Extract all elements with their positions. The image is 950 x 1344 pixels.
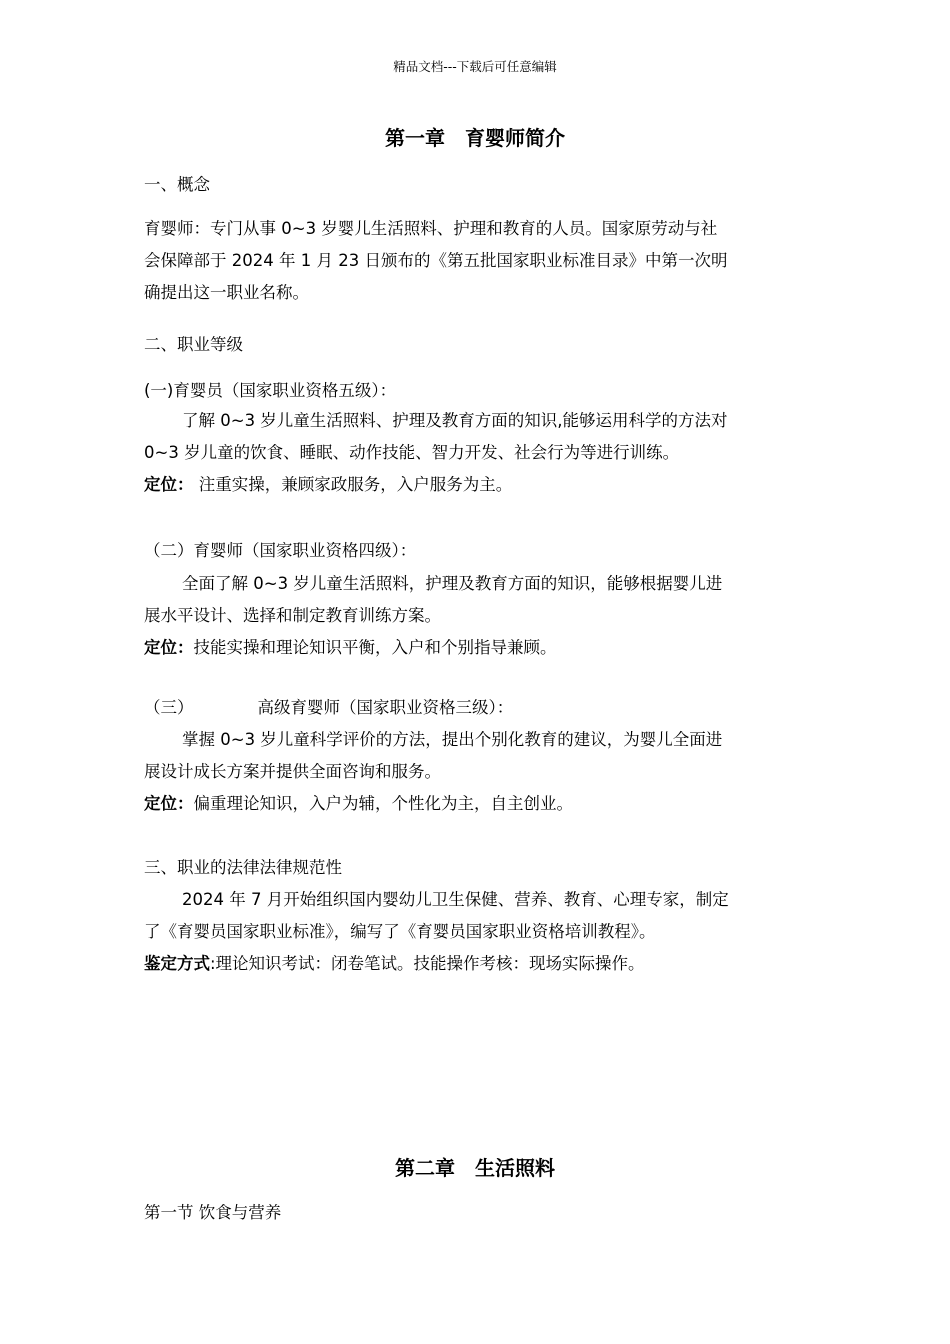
position-label: 定位： bbox=[144, 638, 194, 657]
level-2-desc-1: 全面了解 0~3 岁儿童生活照料，护理及教育方面的知识，能够根据婴儿进 bbox=[182, 574, 723, 593]
page-header: 精品文档---下载后可任意编辑 bbox=[393, 59, 557, 74]
level-2-desc-2: 展水平设计、选择和制定教育训练方案。 bbox=[144, 606, 441, 625]
level-3-desc-2: 展设计成长方案并提供全面咨询和服务。 bbox=[144, 762, 441, 781]
position-label: 定位： bbox=[144, 475, 194, 494]
level-3-title bbox=[144, 697, 513, 719]
section-3-heading: 三、职业的法律法律规范性 bbox=[144, 858, 342, 877]
section-3-line-1: 2024 年 7 月开始组织国内婴幼儿卫生保健、营养、教育、心理专家，制定 bbox=[182, 890, 729, 909]
position-text: 偏重理论知识，入户为辅，个性化为主，自主创业。 bbox=[193, 794, 573, 813]
section-2-heading: 二、职业等级 bbox=[144, 335, 243, 354]
position-text: 技能实操和理论知识平衡，入户和个别指导兼顾。 bbox=[193, 638, 557, 657]
chapter-2-title: 第二章 生活照料 bbox=[395, 1156, 555, 1180]
position-text: 注重实操，兼顾家政服务，入户服务为主。 bbox=[193, 475, 513, 494]
level-2-title: （二）育婴师（国家职业资格四级）： bbox=[144, 541, 417, 560]
level-3-name: 高级育婴师（国家职业资格三级）： bbox=[257, 698, 514, 717]
concept-line-3: 确提出这一职业名称。 bbox=[144, 283, 309, 302]
level-3-number: （三） bbox=[144, 698, 194, 717]
section-1-heading: 一、概念 bbox=[144, 175, 210, 194]
level-3-position bbox=[144, 793, 573, 815]
level-3-desc-1: 掌握 0~3 岁儿童科学评价的方法，提出个别化教育的建议，为婴儿全面进 bbox=[182, 730, 723, 749]
assessment-label: 鉴定方式 bbox=[144, 954, 210, 973]
section-1-title: 第一节 饮食与营养 bbox=[144, 1203, 282, 1222]
chapter-1-title: 第一章 育婴师简介 bbox=[385, 126, 565, 150]
assessment-method bbox=[144, 953, 645, 975]
level-1-desc-1: 了解 0~3 岁儿童生活照料、护理及教育方面的知识,能够运用科学的方法对 bbox=[182, 411, 728, 430]
concept-line-1: 育婴师：专门从事 0~3 岁婴儿生活照料、护理和教育的人员。国家原劳动与社 bbox=[144, 219, 718, 238]
level-1-desc-2: 0~3 岁儿童的饮食、睡眠、动作技能、智力开发、社会行为等进行训练。 bbox=[144, 443, 680, 462]
concept-line-2: 会保障部于 2024 年 1 月 23 日颁布的《第五批国家职业标准目录》中第一次明 bbox=[144, 251, 728, 270]
level-2-position bbox=[144, 637, 557, 659]
section-3-line-2: 了《育婴员国家职业标准》，编写了《育婴员国家职业资格培训教程》。 bbox=[144, 922, 656, 941]
assessment-text: :理论知识考试：闭卷笔试。技能操作考核：现场实际操作。 bbox=[210, 954, 645, 973]
position-label: 定位： bbox=[144, 794, 194, 813]
level-1-title: (一)育婴员（国家职业资格五级）： bbox=[144, 381, 397, 400]
level-1-position bbox=[144, 474, 512, 496]
